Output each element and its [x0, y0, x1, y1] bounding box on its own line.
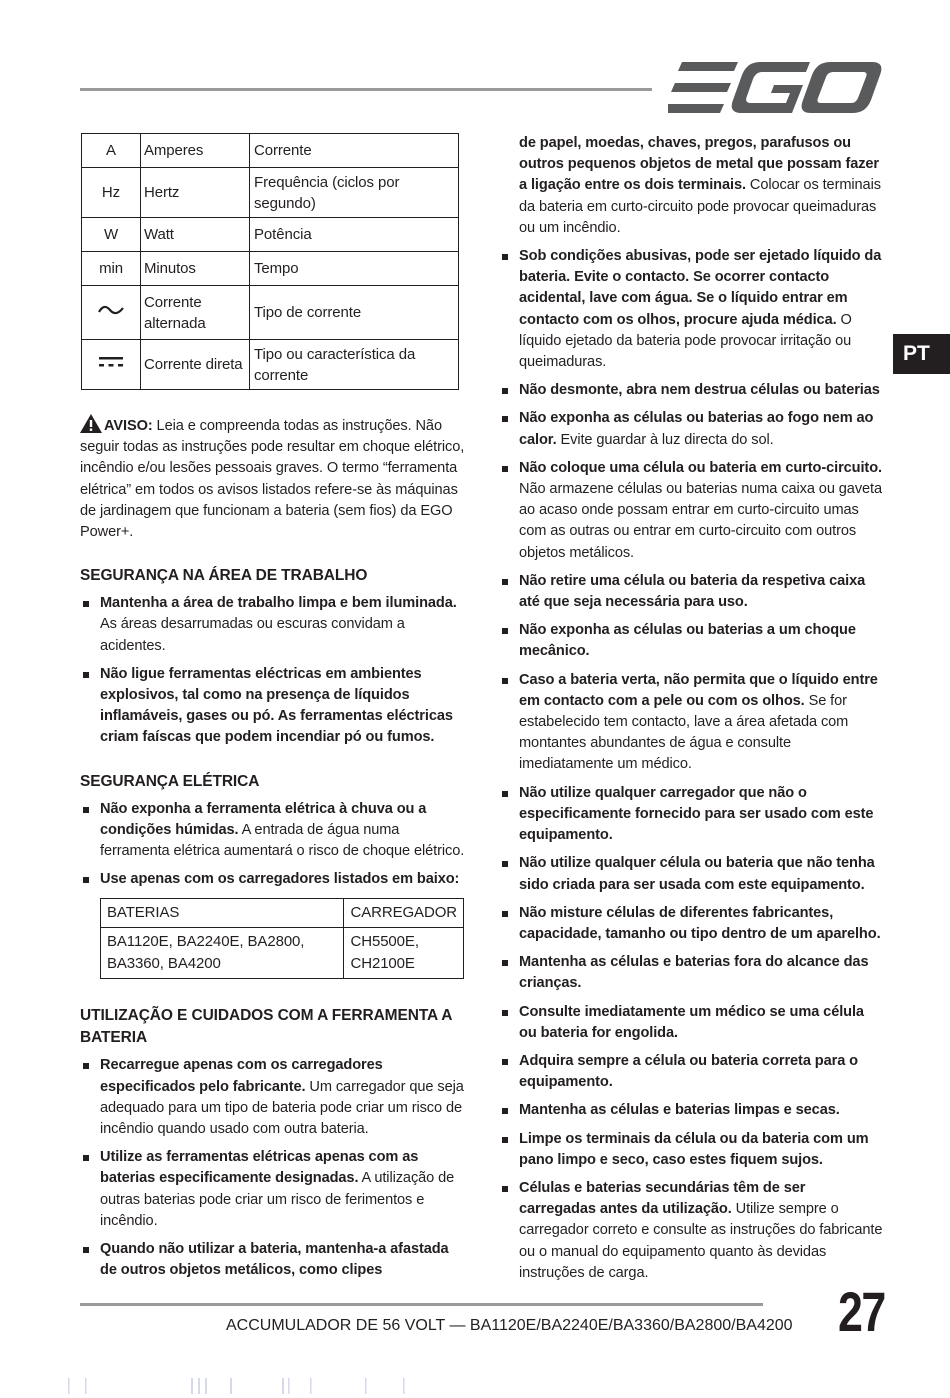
table-row: Hz Hertz Frequência (ciclos por segundo)	[82, 168, 459, 218]
electrical-list	[80, 799, 468, 891]
list-item: Mantenha a área de trabalho limpa e bem iluminada. As áreas desarrumadas ou escuras convidam a acidentes.	[80, 593, 468, 657]
section-heading: UTILIZAÇÃO E CUIDADOS COM A FERRAMENTA A BATERIA	[80, 1007, 452, 1047]
list-item: Não desmonte, abra nem destrua células ou baterias	[499, 380, 885, 401]
list-item: Quando não utilizar a bateria, mantenha-a afastada de outros objetos metálicos, como clipes	[80, 1239, 468, 1281]
warning-label: AVISO:	[104, 418, 153, 434]
list-item: Adquira sempre a célula ou bateria correta para o equipamento.	[499, 1051, 885, 1093]
footer-text: ACCUMULADOR DE 56 VOLT — BA1120E/BA2240E/BA3360/BA2800/BA4200	[226, 1317, 793, 1334]
battery-charger-table	[100, 898, 464, 979]
list-item: Mantenha as células e baterias limpas e secas.	[499, 1100, 885, 1121]
table-row: W Watt Potência	[82, 218, 459, 252]
table-header-row: BATERIAS CARREGADOR	[101, 899, 464, 928]
battery-safety-list	[499, 246, 885, 1284]
list-item: Utilize as ferramentas elétricas apenas com as baterias especificamente designadas. A utilização de outras baterias pode criar um risco de ferimentos e incêndio.	[80, 1147, 468, 1232]
direct-current-icon	[97, 355, 125, 369]
list-item: Não ligue ferramentas eléctricas em ambientes explosivos, tal como na presença de líquidos inflamáveis, gases ou pó. As ferramentas eléctricas criam faíscas que podem incendiar pó ou fumos.	[80, 664, 468, 749]
table-row: BA1120E, BA2240E, BA2800, BA3360, BA4200 CH5500E, CH2100E	[101, 928, 464, 979]
list-item: Não exponha as células ou baterias ao fogo nem ao calor. Evite guardar à luz directa do sol.	[499, 408, 885, 450]
warning-text: Leia e compreenda todas as instruções. Não seguir todas as instruções pode resultar em choque elétrico, incêndio e/ou lesões pessoais graves. O termo “ferramenta elétrica” em todos os avisos listados refere-se às máquinas de jardinagem que funcionam a bateria (sem fios) da EGO Power+.	[80, 418, 465, 541]
list-item: Células e baterias secundárias têm de ser carregadas antes da utilização. Utilize sempre o carregador correto e consulte as instruções do fabricante ou o manual do equipamento quanto às devidas instruções de carga.	[499, 1178, 885, 1284]
list-item: Recarregue apenas com os carregadores especificados pelo fabricante. Um carregador que seja adequado para um tipo de bateria pode criar um risco de incêndio quando usado com outra bateria.	[80, 1055, 468, 1140]
table-row: Corrente alternada Tipo de corrente	[82, 286, 459, 340]
print-crop-marks	[60, 1376, 460, 1396]
language-tab: PT	[893, 334, 950, 374]
footer-rule	[80, 1303, 763, 1306]
list-item: Mantenha as células e baterias fora do alcance das crianças.	[499, 952, 885, 994]
header-rule	[80, 88, 652, 91]
list-item: Caso a bateria verta, não permita que o líquido entre em contacto com a pele ou com os olhos. Se for estabelecido tem contacto, lave a área afetada com montantes abundantes de água e consulte imediatamente um médico.	[499, 670, 885, 776]
left-column	[80, 133, 468, 1288]
alternating-current-icon	[97, 302, 125, 318]
continuation-paragraph: de papel, moedas, chaves, pregos, parafusos ou outros pequenos objetos de metal que possam fazer a ligação entre os dois terminais. Colocar os terminais da bateria em curto-circuito pode provocar queimaduras ou um incêndio.	[519, 135, 881, 236]
table-row: min Minutos Tempo	[82, 252, 459, 286]
warning-triangle-icon	[80, 414, 102, 433]
list-item: Não misture células de diferentes fabricantes, capacidade, tamanho ou tipo dentro de um aparelho.	[499, 903, 885, 945]
page-number: 27	[838, 1280, 885, 1343]
section-heading: SEGURANÇA NA ÁREA DE TRABALHO	[80, 567, 368, 585]
section-heading: SEGURANÇA ELÉTRICA	[80, 772, 260, 790]
list-item: Sob condições abusivas, pode ser ejetado líquido da bateria. Evite o contacto. Se ocorrer contacto acidental, lave com água. Se o líquido entrar em contacto com os olhos, procure ajuda médica. O líquido ejetado da bateria pode provocar irritação ou queimaduras.	[499, 246, 885, 373]
work-area-list	[80, 593, 468, 748]
list-item: Não utilize qualquer célula ou bateria que não tenha sido criada para ser usada com este equipamento.	[499, 853, 885, 895]
warning-paragraph	[80, 414, 468, 543]
symbols-table	[81, 133, 459, 390]
list-item: Limpe os terminais da célula ou da bateria com um pano limpo e seco, caso estes fiquem sujos.	[499, 1129, 885, 1171]
table-row: A Amperes Corrente	[82, 134, 459, 168]
ego-logo	[668, 62, 882, 114]
battery-use-list	[80, 1055, 468, 1281]
list-item: Consulte imediatamente um médico se uma célula ou bateria for engolida.	[499, 1002, 885, 1044]
table-row: Corrente direta Tipo ou característica da corrente	[82, 340, 459, 390]
list-item: Não exponha as células ou baterias a um choque mecânico.	[499, 620, 885, 662]
list-item: Não coloque uma célula ou bateria em curto-circuito. Não armazene células ou baterias numa caixa ou gaveta ao acaso onde possam entrar em curto-circuito umas com as outras ou entrar em curto-circuito com outros objetos metálicos.	[499, 458, 885, 564]
list-item: Não exponha a ferramenta elétrica à chuva ou a condições húmidas. A entrada de água numa ferramenta elétrica aumentará o risco de choque elétrico.	[80, 799, 468, 863]
list-item: Use apenas com os carregadores listados em baixo:	[80, 869, 468, 890]
list-item: Não retire uma célula ou bateria da respetiva caixa até que seja necessária para uso.	[499, 571, 885, 613]
right-column	[499, 133, 885, 1291]
list-item: Não utilize qualquer carregador que não o especificamente fornecido para ser usado com este equipamento.	[499, 783, 885, 847]
